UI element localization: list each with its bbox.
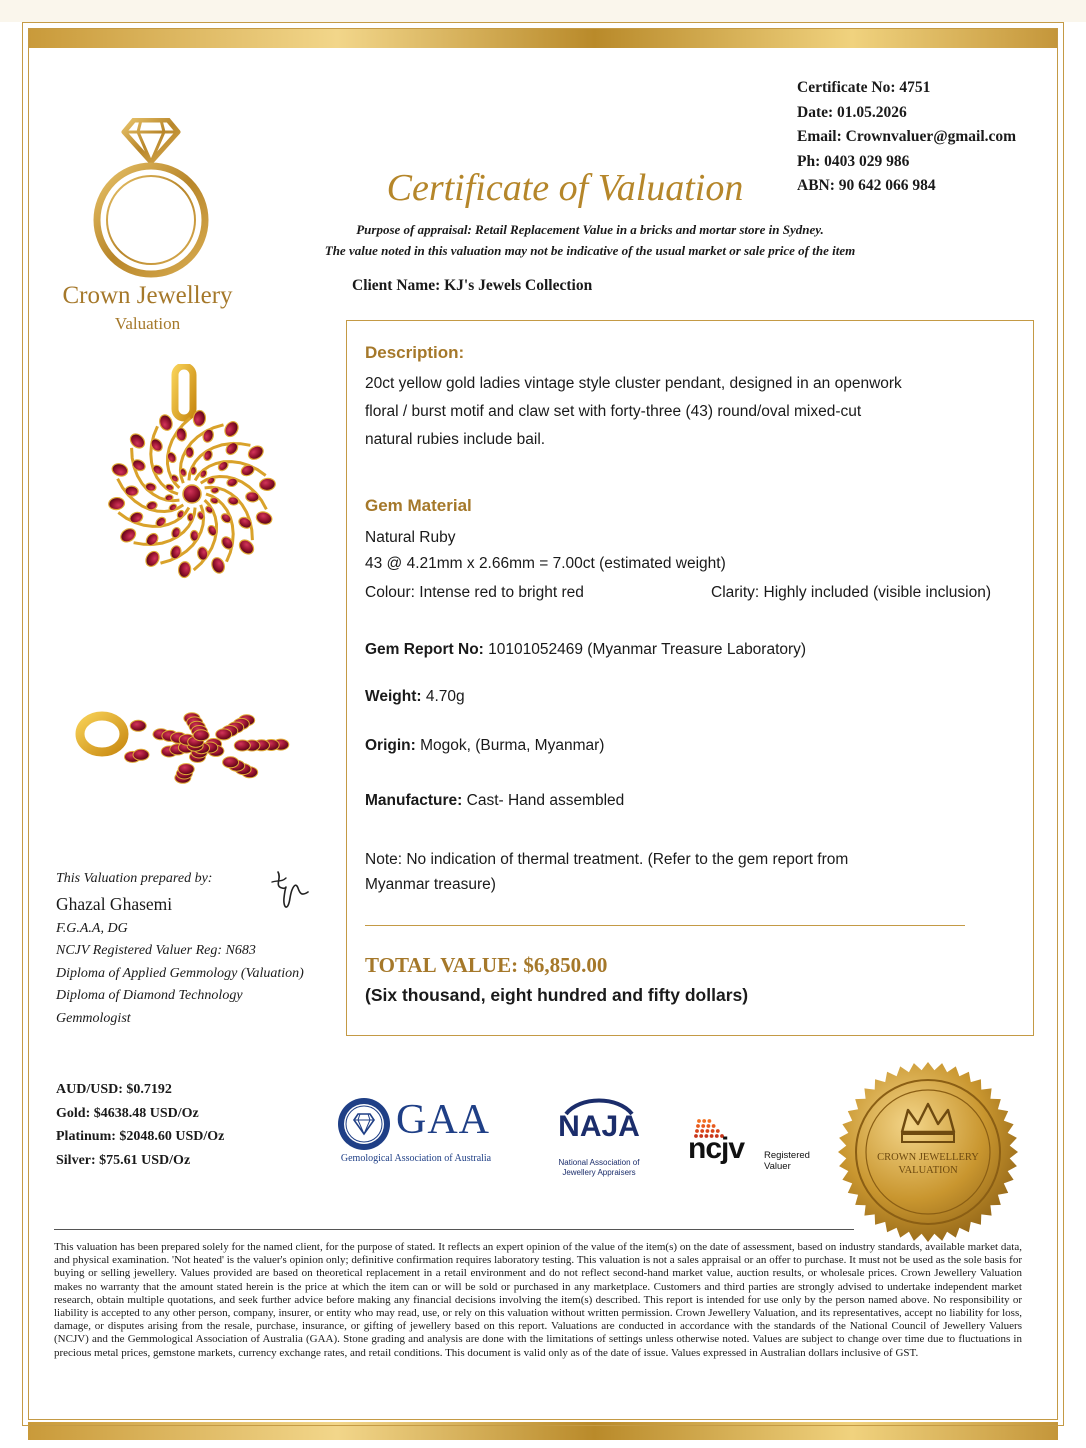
brand-block [40,282,255,334]
naja-abbreviation: NAJA [558,1110,640,1143]
ring-crown-logo-icon [86,118,216,280]
valuer-name: Ghazal Ghasemi [56,893,173,914]
gaa-full-name: Gemological Association of Australia [340,1153,492,1164]
gaa-emblem-icon [336,1096,392,1152]
gem-colour: Colour: Intense red to bright red [365,584,584,601]
disclaimer-text: This valuation has been prepared solely for the named client, for the purpose of stated. It reflects an expert opinion of the value of the item(s) on the date of assessment, based on industry standards, available market data, and physical examination. 'Not heated' is the valuer's opinion only; definitive confirmation requires laboratory testing. This valuation is not a sales appraisal or an offer to purchase. It must not be used as the sole basis for buying or selling jewellery. Values provided are based on theoretical replacement in a retail environment and do not reflect second-hand market value, auction results, or wholesale prices. Crown Jewellery Valuation makes no warranty that the amount stated herein is the price at which the item can or will be sold or purchased in any marketplace. Customers and third parties are strongly advised to undertake independent market research, obtain multiple quotations, and seek further advice before making any financial decisions involving the item(s) described. This report is intended for use only by the person named above. No responsibility or liability is accepted to any other person, company, insurer, or entity who may read, use, or rely on this valuation without written permission. Crown Jewellery Valuation, and its representatives, accept no liability for loss, damage, or disputes arising from the resale, purchase, insurance, or gifting of jewellery based on this report. Valuations are conducted in accordance with the standards of the National Council of Jewellery Valuers (NCJV) and the Gemmological Association of Australia (GAA). Stone grading and analysis are done with the limitations of settings unless otherwise noted. Values are subject to change over time due to fluctuations in precious metal prices, gemstone markets, currency exchange rates, and retail conditions. This document is valid only as of the date of issue. Values expressed in Australian dollars inclusive of GST. [54,1241,1022,1359]
total-value-words: (Six thousand, eight hundred and fifty dollars) [365,985,749,1005]
gem-stones-spec: 43 @ 4.21mm x 2.66mm = 7.00ct (estimated weight) [365,555,726,572]
seal-text: CROWN JEWELLERY VALUATION [877,1152,979,1176]
valuer-registration: NCJV Registered Valuer Reg: N683 [56,943,256,958]
purpose-line: Purpose of appraisal: Retail Replacement Value in a bricks and mortar store in Sydney. [356,222,824,237]
brand-subtitle: Valuation [114,314,181,333]
description-heading: Description: [365,343,465,362]
phone-number: 0403 029 986 [824,152,910,170]
client-name: KJ's Jewels Collection [444,277,593,294]
total-divider [365,925,965,926]
email-row: Email: Crownvaluer@gmail.com [797,128,1017,145]
valuer-role: Gemmologist [56,1010,131,1026]
gem-report: Gem Report No: 10101052469 (Myanmar Treasure Laboratory) [365,641,807,658]
pendant-front-image [100,364,285,582]
brand-name: Crown Jewellery [62,282,233,309]
abn-number: 90 642 066 984 [838,177,936,194]
certificate-number-row: Certificate No: 4751 [797,79,931,96]
certificate-number: 4751 [899,79,931,96]
certificate-date: 01.05.2026 [837,103,907,121]
weight: Weight: 4.70g [365,688,465,705]
signature-icon [268,868,320,916]
gaa-abbreviation: GAA [396,1097,490,1143]
purpose-line: The value noted in this valuation may not be indicative of the usual market or sale price of the item [324,243,856,258]
ncjv-abbreviation: ncjv [688,1132,745,1165]
rate-platinum: Platinum: $2048.60 USD/Oz [56,1129,225,1144]
client-row: Client Name: KJ's Jewels Collection [352,277,593,294]
valuer-diploma: Diploma of Applied Gemmology (Valuation) [56,965,304,981]
manufacture: Manufacture: Cast- Hand assembled [365,792,625,809]
naja-logo [552,1094,646,1186]
document-title: Certificate of Valuation [386,167,744,209]
ncjv-registered-valuer: Registered Valuer [764,1150,810,1172]
valuer-diploma: Diploma of Diamond Technology [56,988,243,1003]
total-amount: $6,850.00 [523,953,608,977]
metal-rates [56,1078,224,1172]
prepared-by-heading: This Valuation prepared by: [56,871,213,886]
origin: Origin: Mogok, (Burma, Myanmar) [365,737,605,754]
pendant-side-image [74,684,296,804]
purpose-statement [240,219,940,261]
total-value: TOTAL VALUE: $6,850.00 [365,953,608,977]
email-address: Crownvaluer@gmail.com [845,128,1017,145]
gem-material-heading: Gem Material [365,496,472,515]
treatment-note: Note: No indication of thermal treatment. (Refer to the gem report from Myanmar treasure) [365,851,849,893]
rate-silver: Silver: $75.61 USD/Oz [56,1152,191,1168]
description-text: 20ct yellow gold ladies vintage style cluster pendant, designed in an openwork floral / burst motif and claw set with forty-three (43) round/oval mixed-cut natural rubies include bail. [365,375,902,448]
phone-row: Ph: 0403 029 986 [797,152,910,170]
abn-row: ABN: 90 642 066 984 [797,177,936,194]
rate-aud-usd: AUD/USD: $0.7192 [56,1082,172,1097]
footer-divider [54,1229,854,1230]
valuer-block [56,868,304,1030]
gaa-logo [336,1096,496,1166]
gem-clarity: Clarity: Highly included (visible inclusion) [711,584,991,601]
gem-type: Natural Ruby [365,529,456,546]
naja-full-name: National Association of Jewellery Appraisers [558,1158,640,1177]
certificate-date-row: Date: 01.05.2026 [797,103,907,121]
ncjv-logo [688,1118,818,1178]
rate-gold: Gold: $4638.48 USD/Oz [56,1105,199,1121]
valuer-credentials: F.G.A.A, DG [56,920,128,936]
